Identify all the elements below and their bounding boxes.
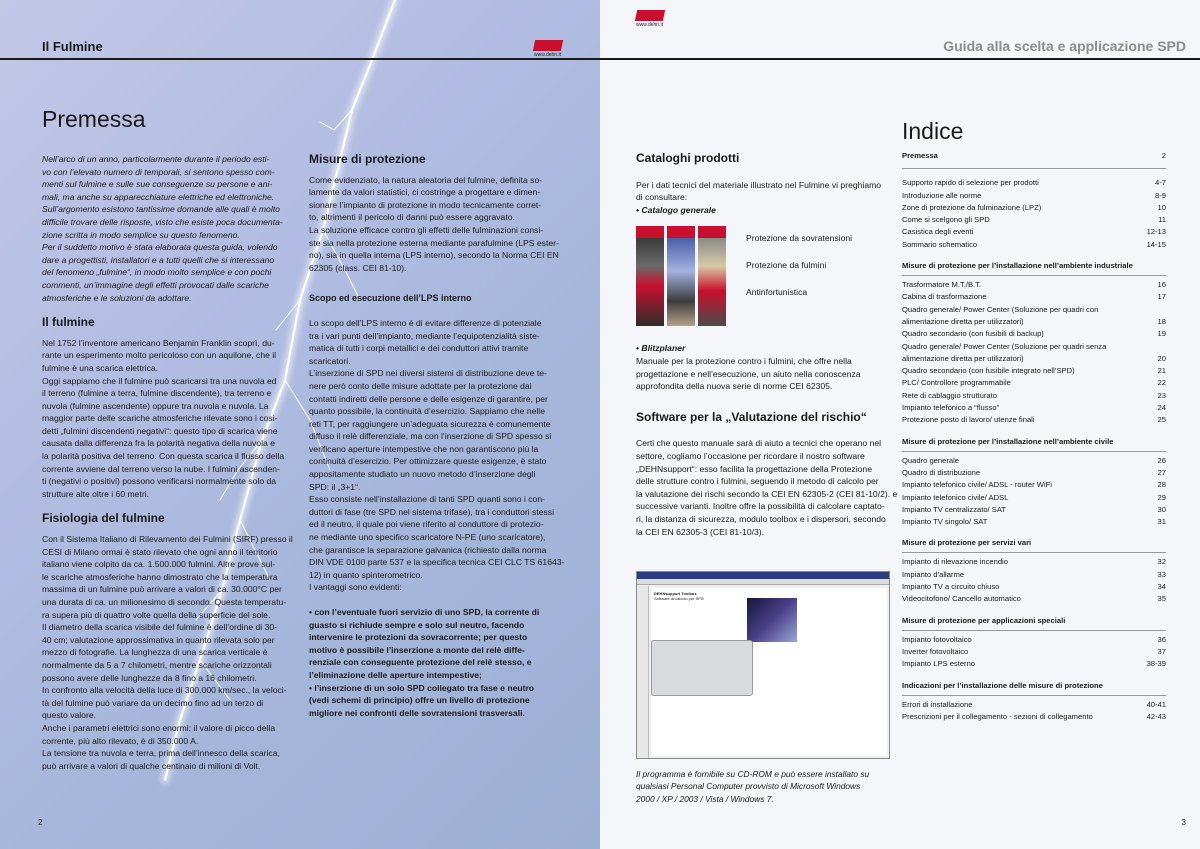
index-section: [902, 537, 1166, 605]
text-line: L’inserzione di SPD nei diversi sistemi di distribuzione deve te-: [309, 368, 547, 379]
index-entry-title: Quadro secondario (con fusibili di backup): [902, 329, 1044, 339]
caption-line: 2000 / XP / 2003 / Vista / Windows 7.: [636, 793, 774, 804]
text-line: In confronto alla velocità della luce di 300.000 km/sec., la veloci-: [42, 685, 287, 696]
scopo-text: [309, 317, 569, 594]
index-entry-page: 40-41: [1146, 699, 1166, 709]
caption-line: qualsiasi Personal Computer provvisto di Microsoft Windows: [636, 781, 861, 792]
text-line: dare a progettisti, installatori e a tutti quelli che si interessano: [42, 254, 275, 265]
index-entry-page: 36: [1157, 634, 1166, 644]
text-line: la valutazione dei rischi secondo la CEI EN 62305-2 (CEI 81-10/2). e: [636, 488, 898, 499]
index-entry-page: 23: [1157, 390, 1166, 400]
text-line: la polarità positiva del terreno. Con questa scarica il flusso della: [42, 451, 285, 462]
text-line: Nell’arco di un anno, particolarmente durante il periodo esti-: [42, 154, 270, 164]
index-entry-page: 4-7: [1155, 178, 1166, 188]
screenshot-subtitle: Software di calcolo per SPD: [654, 596, 704, 601]
screenshot-menubar: [637, 579, 889, 585]
text-line: il terreno (fulmine a terra, fulmine discendente), tra terreno e: [42, 388, 272, 399]
text-line: ra supera più di quattro volte quella della superficie del sole.: [42, 609, 271, 620]
fulmine-text: [42, 337, 302, 501]
text-line: di consultare:: [636, 192, 688, 203]
index-section: [902, 680, 1166, 724]
blitzplaner-text: [636, 355, 898, 393]
text-line: CESI di Milano ormai è stato rilevato che ogni anno il territorio: [42, 546, 278, 557]
software-screenshot: [636, 571, 890, 759]
index-entry-title: Impianto telefonico civile/ ADSL: [902, 492, 1009, 502]
list-line: l’eliminazione delle aperture intempestive;: [309, 669, 482, 680]
screenshot-lightning-image: [747, 598, 797, 642]
text-line: può arrivare a valori di qualche centinaio di milioni di Volt.: [42, 760, 261, 771]
index-entry-title: Prescrizioni per il collegamento - sezioni di collegamento: [902, 711, 1093, 721]
index-entry-page: 38-39: [1146, 659, 1166, 669]
text-line: 62305 (class. CEI 81-10).: [309, 262, 407, 273]
text-line: matica di tutti i corpi metallici e dei conduttori attivi tramite: [309, 343, 529, 354]
index-entry[interactable]: [902, 516, 1166, 528]
index-entry-page: 37: [1157, 646, 1166, 656]
screenshot-options-panel: [651, 640, 753, 696]
index-entry[interactable]: [902, 504, 1166, 516]
text-line: appositamente studiato un nuovo metodo d’inserzione degli: [309, 469, 536, 480]
text-line: settore, cogliamo l’occasione per ricordare il nostro software: [636, 450, 865, 461]
blitzplaner-label: • Blitzplaner: [636, 343, 686, 354]
text-line: La tensione tra nuvola e terra, prima dell’innesco della scarica,: [42, 748, 280, 759]
intro-text: [42, 153, 302, 304]
premessa-title: Premessa: [42, 106, 146, 132]
index-entry[interactable]: [902, 390, 1166, 402]
text-line: possono avere delle lunghezze da 8 fino a 16 chilometri.: [42, 672, 257, 683]
text-line: detti „fulmini discendenti negativi“: questo tipo di scarica viene: [42, 425, 278, 436]
text-line: Come evidenziato, la natura aleatoria del fulmine, definita so-: [309, 174, 543, 185]
index-entry-page: 26: [1157, 455, 1166, 465]
text-line: Per il suddetto motivo è stata elaborata questa guida, volendo: [42, 242, 278, 253]
table-of-contents: [902, 150, 1166, 732]
text-line: scaricatori.: [309, 355, 351, 366]
text-line: Lo scopo dell’LPS interno è di evitare differenze di potenziale: [309, 317, 542, 328]
index-entry[interactable]: [902, 365, 1166, 377]
index-section-heading: Misure di protezione per servizi vari: [902, 537, 1166, 553]
list-line: guasto si richiude sempre e solo sul neutro, facendo: [309, 619, 525, 630]
logo-url: www.dehn.it: [534, 52, 561, 58]
text-line: tà del fulmine può variare da un decimo fino ad un terzo di: [42, 697, 264, 708]
index-entry-page: 35: [1157, 594, 1166, 604]
left-header-title: Il Fulmine: [42, 39, 103, 54]
text-line: Sull’argomento esistono tantissime domande alle quali è molto: [42, 204, 280, 215]
index-entry[interactable]: [902, 658, 1166, 670]
text-line: progettazione e nell’esecuzione, un aiuto nella conoscenza: [636, 368, 861, 379]
index-entry-page: 22: [1157, 378, 1166, 388]
text-line: italiano viene colpito da ca. 1.500.000 fulmini. Altre prove sul-: [42, 559, 276, 570]
catalog-cover-sovratensioni: [636, 226, 664, 326]
index-entry[interactable]: [902, 569, 1166, 581]
index-entry[interactable]: [902, 353, 1166, 365]
index-section: [902, 150, 1166, 169]
index-entry[interactable]: [902, 304, 1166, 316]
catalog-covers: [636, 226, 726, 326]
index-entry-title: PLC/ Controllore programmabile: [902, 378, 1011, 388]
index-entry-page: 2: [1161, 151, 1166, 160]
index-entry-page: 14-15: [1146, 239, 1166, 249]
index-entry-title: Videocitofono/ Cancello automatico: [902, 594, 1021, 604]
text-line: SPD: il „3+1“.: [309, 481, 361, 492]
text-line: 12) in quanto spinterometrico.: [309, 569, 423, 580]
text-line: una durata di ca. un milionesimo di secondo. Questa temperatu-: [42, 597, 287, 607]
text-line: DIN VDE 0100 parte 537 e la specifica tecnica CEI CLC TS 61643-: [309, 557, 565, 568]
text-line: nere però conto delle misure adottate per la protezione dai: [309, 380, 532, 391]
list-line: • con l’eventuale fuori servizio di uno SPD, la corrente di: [309, 607, 540, 617]
text-line: Oggi sappiamo che il fulmine può scaricarsi tra una nuvola ed: [42, 375, 277, 386]
text-line: le scariche atmosferiche hanno dimostrato che la temperatura: [42, 571, 278, 582]
text-line: causata dalla differenza fra la polarità negativa della nuvola e: [42, 438, 275, 449]
logo-url: www.dehn.it: [636, 22, 663, 28]
cataloghi-heading: Cataloghi prodotti: [636, 151, 740, 165]
dehn-flag-icon: [533, 40, 563, 51]
list-line: • l’inserzione di un solo SPD collegato tra fase e neutro: [309, 682, 535, 693]
text-line: reti TT, per raggiungere un’adeguata sicurezza è comunemente: [309, 418, 551, 429]
text-line: to, altrimenti il pericolo di danni può essere aggravato.: [309, 212, 515, 223]
index-entry-title: Quadro secondario (con fusibile integrato nell’SPD): [902, 366, 1075, 376]
dehn-logo-right: [636, 10, 664, 30]
text-line: no), sia in quella interna (LPS interno), secondo la Norma CEI EN: [309, 250, 559, 261]
index-entry-title: Impianto TV singolo/ SAT: [902, 517, 988, 527]
misure-heading: Misure di protezione: [309, 152, 426, 166]
index-section: [902, 260, 1166, 427]
catalog-cover-fulmini: [667, 226, 695, 326]
index-section-heading: Misure di protezione per l’installazione nell’ambiente civile: [902, 436, 1166, 452]
list-line: motivo è possibile l’inserzione a monte del relè diffe-: [309, 644, 525, 655]
index-entry-page: 28: [1157, 480, 1166, 490]
index-entry-title: Zone di protezione da fulminazione (LPZ): [902, 202, 1042, 212]
index-section-heading: Misure di protezione per l’installazione nell’ambiente industriale: [902, 260, 1166, 276]
index-entry[interactable]: [902, 711, 1166, 723]
left-page-number: 2: [38, 818, 43, 827]
index-entry-title: alimentazione diretta per utilizzatori): [902, 316, 1024, 326]
text-line: duttori di fase (tre SPD nel sistema trifase), tra i conduttori stessi: [309, 506, 555, 517]
text-line: verificano aperture intempestive che non garantiscono più la: [309, 443, 539, 454]
index-entry-title: Casistica degli eventi: [902, 227, 974, 237]
catalog-item: Protezione da sovratensioni: [746, 233, 853, 244]
text-line: questo valore.: [42, 710, 96, 721]
index-entry-page: [1158, 341, 1166, 353]
text-line: che garantisce la separazione galvanica (richiesto dalla norma: [309, 544, 547, 555]
right-header: [600, 30, 1200, 60]
misure-text: [309, 174, 569, 275]
software-heading: Software per la „Valutazione del rischio“: [636, 409, 867, 424]
index-entry-title: Cabina di trasformazione: [902, 292, 987, 302]
index-entry[interactable]: [902, 177, 1166, 189]
index-entry-page: 18: [1157, 316, 1166, 326]
index-entry[interactable]: [902, 150, 1166, 162]
text-line: rante un esperimento molto pericoloso con un aquilone, che il: [42, 350, 277, 361]
catalogo-generale: • Catalogo generale: [636, 204, 716, 215]
index-entry-page: 42-43: [1146, 711, 1166, 721]
index-entry[interactable]: [902, 593, 1166, 605]
text-line: successive varianti. Inoltre offre la possibilità di calcolare captato-: [636, 501, 885, 512]
text-line: Nel 1752 l’inventore americano Benjamin Franklin scoprì, du-: [42, 337, 275, 348]
il-fulmine-heading: Il fulmine: [42, 315, 95, 330]
index-entry-title: Impianto fotovoltaico: [902, 634, 972, 644]
index-entry-title: Supporto rapido di selezione per prodotti: [902, 178, 1039, 188]
text-line: massima di un fulmine può arrivare a valori di ca. 30.000°C per: [42, 584, 282, 595]
text-line: Per i dati tecnici del materiale illustrato nel Fulmine vi preghiamo: [636, 179, 882, 190]
text-line: „DEHNsupport“: esso facilita la progettazione della Protezione: [636, 463, 872, 474]
text-line: vo con l’elevato numero di temporali, si sentono spesso com-: [42, 166, 275, 177]
text-line: approfondita della nuova serie di norme CEI 62305.: [636, 381, 833, 392]
index-entry-page: 31: [1157, 517, 1166, 527]
index-entry-title: Quadro generale: [902, 455, 959, 465]
list-line: migliore nei confronti delle sovratensioni trasversali.: [309, 707, 525, 718]
index-entry[interactable]: [902, 239, 1166, 251]
index-entry-title: Impianto LPS esterno: [902, 659, 976, 669]
index-entry-title: Impianto telefonico a “flusso”: [902, 403, 1000, 413]
index-entry-title: Rete di cablaggio strutturato: [902, 390, 997, 400]
dehn-flag-icon: [635, 10, 665, 21]
list-line: renziale con conseguente protezione del relè stesso, e: [309, 657, 532, 668]
right-header-title: Guida alla scelta e applicazione SPD: [943, 38, 1186, 54]
text-line: Il diametro della scarica visibile del fulmine è dell’ordine di 30-: [42, 622, 278, 633]
text-line: Anche i parametri elettrici sono enormi: il valore di picco della: [42, 722, 276, 733]
index-section: [902, 436, 1166, 529]
index-entry-title: Impianto TV centralizzato/ SAT: [902, 504, 1006, 514]
index-entry-title: Quadro generale/ Power Center (Soluzione per quadri senza: [902, 341, 1107, 351]
index-entry[interactable]: [902, 377, 1166, 389]
index-entry-page: 30: [1157, 504, 1166, 514]
index-entry-title: Impianto telefonico civile/ ADSL - router WiFi: [902, 480, 1052, 490]
text-line: difficile trovare delle risposte, visto che esiste poca documenta-: [42, 216, 283, 227]
index-entry-title: Inverter fotovoltaico: [902, 646, 969, 656]
index-entry-page: 12-13: [1146, 227, 1166, 237]
index-entry-title: Impianto di rilevazione incendio: [902, 557, 1008, 567]
index-entry-page: 33: [1157, 569, 1166, 579]
index-entry[interactable]: [902, 316, 1166, 328]
index-entry-page: 10: [1157, 202, 1166, 212]
catalog-item: Antinfortunistica: [746, 287, 808, 298]
text-line: Esso consiste nell’installazione di tanti SPD quanti sono i con-: [309, 494, 545, 505]
index-entry-page: 16: [1157, 280, 1166, 290]
dehn-logo: [534, 40, 562, 60]
screenshot-toolbar: [637, 586, 649, 758]
text-line: mali, ma anche su apparecchiature elettriche ed elettroniche.: [42, 191, 275, 202]
text-line: del fenomeno „fulmine“, in modo molto semplice e con pochi: [42, 267, 272, 278]
index-entry[interactable]: [902, 646, 1166, 658]
screenshot-title: DEHNsupport Toolbox: [654, 591, 697, 596]
text-line: ti (negativi o positivi) possono verificarsi normalmente solo da: [42, 476, 277, 487]
scopo-heading: Scopo ed esecuzione dell’LPS interno: [309, 293, 472, 304]
right-page: [600, 0, 1200, 849]
index-entry-page: 8-9: [1155, 190, 1166, 200]
index-entry-title: Introduzione alle norme: [902, 190, 982, 200]
index-entry[interactable]: [902, 341, 1166, 353]
index-entry-page: 20: [1157, 353, 1166, 363]
screenshot-titlebar: [637, 572, 889, 579]
text-line: tra i vari punti dell’impianto, mediante l’equipotenzialità siste-: [309, 330, 540, 341]
index-section: [902, 177, 1166, 251]
text-line: menti sul fulmine e sulle sue conseguenze su persone e ani-: [42, 179, 273, 190]
list-line: (vedi schemi di principio) offre un livello di protezione: [309, 695, 530, 706]
index-entry-title: Quadro di distribuzione: [902, 467, 981, 477]
index-entry[interactable]: [902, 226, 1166, 238]
index-entry-page: 19: [1157, 329, 1166, 339]
text-line: continuità d’esercizio. Per ottimizzare queste esigenze, è stato: [309, 456, 547, 467]
text-line: lamente da valori statistici, ci costringe a progettare e dimen-: [309, 187, 541, 198]
index-entry-title: Premessa: [902, 151, 938, 160]
index-section: [902, 615, 1166, 671]
index-entry-title: Quadro generale/ Power Center (Soluzione per quadri con: [902, 304, 1099, 314]
text-line: zione scritta in modo semplice su questo fenomeno.: [42, 229, 240, 240]
index-entry-page: 24: [1157, 403, 1166, 413]
index-entry-page: 27: [1157, 467, 1166, 477]
left-header: [0, 30, 600, 60]
index-entry-title: Trasformatore M.T./B.T.: [902, 280, 982, 290]
text-line: commenti, un’immagine degli effetti provocati dalle scariche: [42, 279, 269, 290]
text-line: ne mediante uno specifico scaricatore N-PE (uno scaricatore),: [309, 532, 546, 543]
text-line: Manuale per la protezione contro i fulmini, che offre nella: [636, 355, 852, 366]
index-entry[interactable]: [902, 190, 1166, 202]
index-section-heading: Misure di protezione per applicazioni speciali: [902, 615, 1166, 631]
index-entry-title: Protezione posto di lavoro/ utenze finali: [902, 415, 1035, 425]
text-line: diffuso il relè differenziale, ma con l’inserzione di SPD spesso si: [309, 431, 552, 442]
text-line: corrente, più alto rilevato, è di 350.000 A.: [42, 735, 199, 746]
text-line: maggior parte delle scariche atmosferiche rilevate sono i cosi-: [42, 413, 278, 424]
catalog-item: Protezione da fulmini: [746, 260, 827, 271]
text-line: normalmente da 5 a 7 chilometri, mentre scariche orizzontali: [42, 659, 272, 670]
right-page-number: 3: [1181, 818, 1186, 827]
index-entry[interactable]: [902, 479, 1166, 491]
index-entry[interactable]: [902, 328, 1166, 340]
text-line: nuvola (fulmine ascendente) oppure tra nuvola e nuvola. La: [42, 400, 269, 411]
index-entry-title: Sommario schematico: [902, 239, 978, 249]
index-entry[interactable]: [902, 291, 1166, 303]
index-entry[interactable]: [902, 634, 1166, 646]
right-column-1: [636, 152, 898, 538]
index-entry-page: 25: [1157, 415, 1166, 425]
caption-line: Il programma è fornibile su CD-ROM e può essere installato su: [636, 769, 870, 779]
catalog-list: [732, 226, 852, 326]
index-entry-page: 21: [1157, 366, 1166, 376]
index-entry-page: 34: [1157, 582, 1166, 592]
catalog-row: [636, 226, 898, 326]
text-line: mezzo di fotografie. La lunghezza di una scarica verticale è: [42, 647, 268, 658]
index-entry-page: 32: [1157, 557, 1166, 567]
vantaggi-list: [309, 606, 569, 719]
index-entry-page: 11: [1158, 215, 1166, 225]
index-entry-title: Come si scelgono gli SPD: [902, 215, 990, 225]
index-section-heading: Indicazioni per l’installazione delle misure di protezione: [902, 680, 1166, 696]
index-entry-title: Impianto TV a circuito chiuso: [902, 582, 1000, 592]
text-line: fulmine è una scarica elettrica.: [42, 362, 159, 373]
list-line: intervenire le protezioni da sovracorrente; per questo: [309, 632, 528, 643]
index-entry-title: Errori di installazione: [902, 699, 973, 709]
software-text: [636, 437, 898, 538]
text-line: Con il Sistema Italiano di Rilevamento dei Fulmini (SIRF) presso il: [42, 534, 293, 545]
index-entry[interactable]: [902, 581, 1166, 593]
text-line: I vantaggi sono evidenti:: [309, 582, 402, 593]
text-line: la CEI EN 62305-3 (CEI 81-10/3).: [636, 526, 765, 537]
index-entry[interactable]: [902, 455, 1166, 467]
catalog-cover-antinfortunistica: [698, 226, 726, 326]
fisiologia-heading: Fisiologia del fulmine: [42, 511, 165, 526]
index-entry-title: Impianto d’allarme: [902, 569, 965, 579]
index-entry-page: [1158, 304, 1166, 316]
text-line: 40 cm; valutazione approssimativa in quanto rilevata solo per: [42, 634, 275, 645]
text-line: strutture alte oltre i 60 metri.: [42, 488, 149, 499]
text-line: ri, la distanza di sicurezza, modulo toolbox e i dispersori, secondo: [636, 513, 886, 524]
index-entry[interactable]: [902, 492, 1166, 504]
indice-title: Indice: [902, 118, 964, 144]
text-line: La soluzione efficace contro gli effetti delle fulminazioni consi-: [309, 224, 544, 235]
text-line: Certi che questo manuale sarà di aiuto a tecnici che operano nel: [636, 438, 882, 449]
left-column-2: [309, 153, 569, 719]
index-entry-title: alimentazione diretta per utilizzatori): [902, 353, 1024, 363]
index-entry[interactable]: [902, 402, 1166, 414]
index-entry[interactable]: [902, 556, 1166, 568]
fisiologia-text: [42, 533, 302, 772]
left-column-1: [42, 153, 302, 772]
text-line: sionare l’impianto di protezione in modo tecnicamente corret-: [309, 199, 542, 210]
text-line: atmosferiche e le soluzioni da adottare.: [42, 292, 192, 303]
text-line: ed il neutro, il quale poi viene riferito al conduttore di protezio-: [309, 519, 544, 530]
index-entry-page: 17: [1157, 292, 1166, 302]
index-entry[interactable]: [902, 467, 1166, 479]
index-entry[interactable]: [902, 699, 1166, 711]
text-line: corrente avviene dal terreno verso la nube. I fulmini ascenden-: [42, 463, 280, 474]
index-entry[interactable]: [902, 414, 1166, 426]
index-entry[interactable]: [902, 214, 1166, 226]
text-line: quanto possibile, la continuità d’esercizio. Sappiamo che nelle: [309, 406, 545, 417]
cataloghi-intro: [636, 179, 898, 204]
index-entry[interactable]: [902, 279, 1166, 291]
text-line: delle strutture contro i fulmini, seguendo il metodo di calcolo per: [636, 476, 879, 487]
index-entry[interactable]: [902, 202, 1166, 214]
text-line: ste sia nella protezione esterna mediante parafulmine (LPS ester-: [309, 237, 559, 248]
text-line: contatti indiretti delle persone e delle esigenze di garantire, per: [309, 393, 548, 404]
software-caption: [636, 768, 898, 805]
index-entry-page: 29: [1157, 492, 1166, 502]
